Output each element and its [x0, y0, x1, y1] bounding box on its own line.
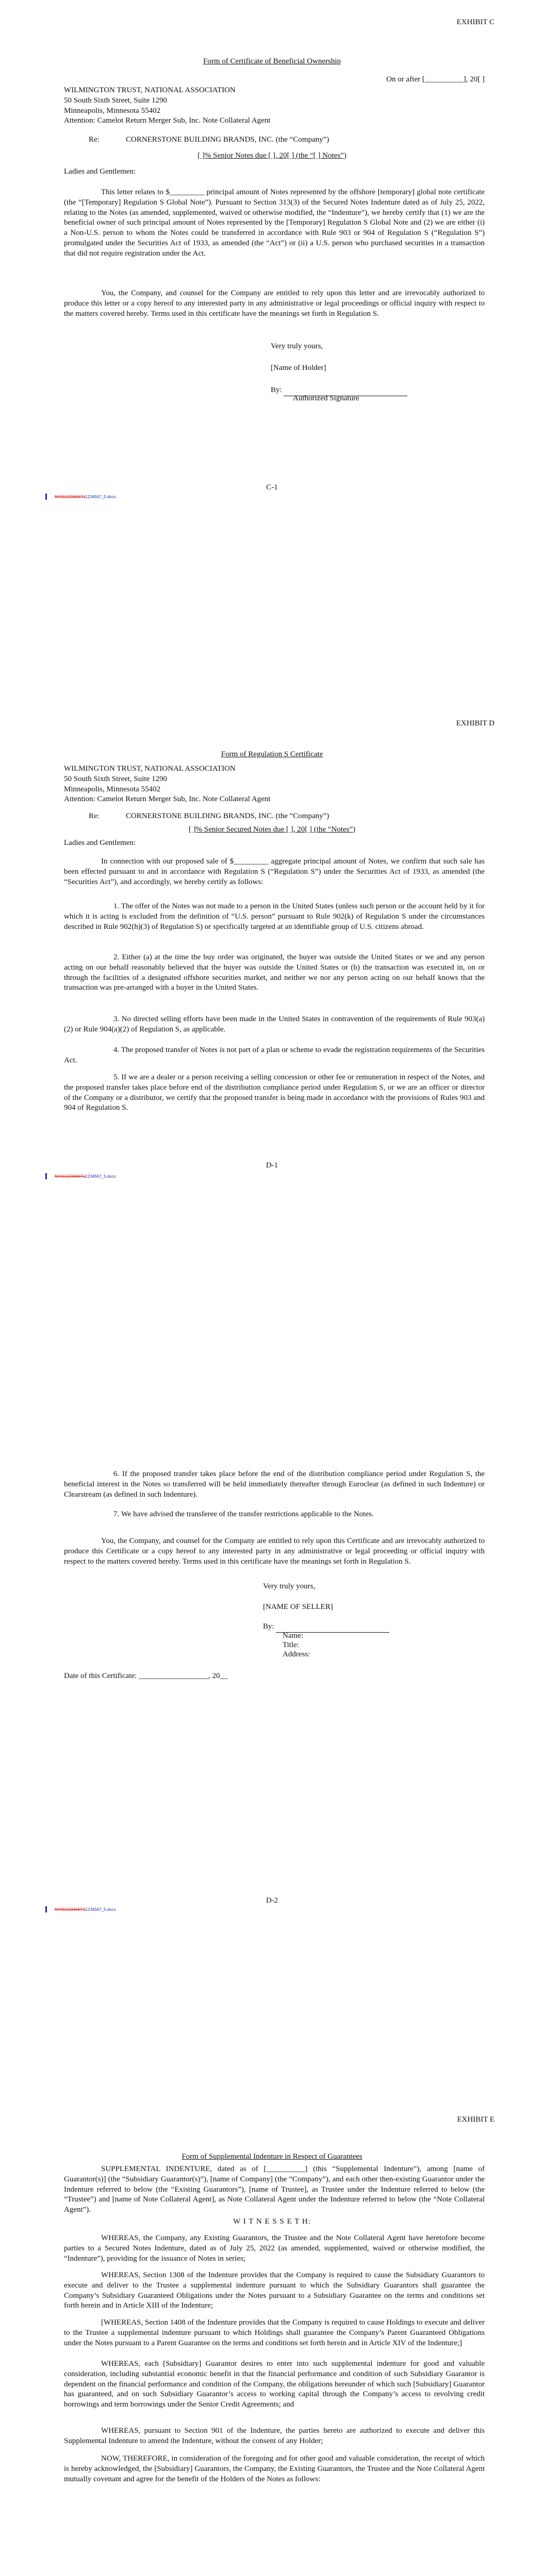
exhibit-label: EXHIBIT D	[456, 719, 494, 727]
exhibit-label: EXHIBIT C	[456, 18, 494, 26]
cert-item: 5. If we are a dealer or a person receiving a selling concession or other fee or remuneration in respect of the Notes, and the proposed transfer takes place before end of the distribution compliance period under Regulation S, or we are an officer or director of the Company or a distributor, we certify that the proposed transfer is being made in accordance with the provisions of Rules 903 and 904 of Regulation S.	[64, 1073, 485, 1112]
notes-line: [ ]% Senior Notes due [ ], 20[ ] (the “[ ] Notes”)	[197, 151, 347, 160]
page-number: D-1	[266, 1161, 278, 1170]
seller-name: [NAME OF SELLER]	[263, 1603, 333, 1611]
document-id: NY01\1234567\11234567_5.docx	[55, 1174, 116, 1179]
cert-item: 7. We have advised the transferee of the transfer restrictions applicable to the Notes.	[113, 1510, 374, 1518]
page-exhibit-c	[0, 0, 544, 703]
document-id: NY01\1234567\11234567_5.docx	[55, 1907, 116, 1912]
signature-by: By:	[263, 1622, 480, 1633]
recital: [WHEREAS, Section 1408 of the Indenture provides that the Company is required to cause Holdings to execute and deliver to the Trustee a supplemental indenture pursuant to which Holdings shall guarantee the Company’s Parent Guaranteed Obligations under the Notes pursuant to a Parent Guarantee on the terms and conditions set forth herein and in Article XIV of the Indenture;]	[64, 2318, 485, 2347]
cert-item: 4. The proposed transfer of Notes is not part of a plan or scheme to evade the registration requirements of the Securities Act.	[64, 1046, 485, 1064]
exhibit-label: EXHIBIT E	[457, 2115, 494, 2124]
date-line: On or after [__________], 20[ ]	[386, 75, 485, 83]
salutation: Ladies and Gentlemen:	[64, 839, 136, 847]
witnesseth-heading: W I T N E S S E T H:	[233, 2217, 311, 2226]
cert-item: 3. No directed selling efforts have been made in the United States in contravention of the requirements of Rule 903(a)(2) or Rule 904(a)(2) of Regulation S, as applicable.	[64, 1015, 485, 1033]
recital: WHEREAS, the Company, any Existing Guarantors, the Trustee and the Note Collateral Agent have heretofore become parties to a Secured Notes Indenture, dated as of July 25, 2022 (as amended, supplemented, waived or otherwise modified, the “Indenture”), providing for the issuance of Notes in series;	[64, 2234, 485, 2263]
cert-item: 6. If the proposed transfer takes place before the end of the distribution compliance period under Regulation S, the beneficial interest in the Notes so transferred will be held immediately thereafter through Euroclear (as defined in such Indenture) or Clearstream (as defined in such Indenture).	[64, 1470, 485, 1499]
address-block: WILMINGTON TRUST, NATIONAL ASSOCIATION 50 South Sixth Street, Suite 1290 Minneapolis, Minnesota 55402 Attention: Camelot Return Merger Sub, Inc. Note Collateral Agent	[64, 86, 271, 125]
page-exhibit-d	[0, 703, 544, 1406]
cert-item: 2. Either (a) at the time the buy order was originated, the buyer was outside the United States or we and any person acting on our behalf reasonably believed that the buyer was outside the United States or (b) the transaction was executed in, on or through the facilities of a designated offshore securities market, and neither we nor any person acting on our behalf knows that the transaction was pre-arranged with a buyer in the United States.	[64, 953, 485, 992]
page-number: D-2	[266, 1896, 278, 1905]
address-block: WILMINGTON TRUST, NATIONAL ASSOCIATION 50 South Sixth Street, Suite 1290 Minneapolis, Minnesota 55402 Attention: Camelot Return Merger Sub, Inc. Note Collateral Agent	[64, 765, 271, 804]
page-title: Form of Certificate of Beneficial Ownership	[203, 57, 341, 65]
recital: WHEREAS, each [Subsidiary] Guarantor desires to enter into such supplemental indenture for good and valuable consideration, including substantial economic benefit in that the financial performance and condition of such Subsidiary Guarantor is dependent on the financial performance and condition of the Company, the obligations hereunder of which such [Subsidiary] Guarantor has guaranteed, and on such Subsidiary Guarantor’s access to working capital through the Company’s access to revolving credit borrowings and term borrowings under the Senior Credit Agreements; and	[64, 2360, 485, 2409]
re-line: Re: CORNERSTONE BUILDING BRANDS, INC. (the “Company”)	[89, 135, 329, 144]
change-bar	[45, 1173, 47, 1179]
body-paragraph: You, the Company, and counsel for the Company are entitled to rely upon this Certificate and are irrevocably authorized to produce this Certificate or a copy hereof to any interested party in any administrative or legal proceeding or official inquiry with respect to the matters covered hereby. Terms used in this certificate have the meanings set forth in Regulation S.	[64, 1537, 485, 1566]
intro-paragraph: In connection with our proposed sale of $_________ aggregate principal amount of Notes, we confirm that such sale has been effected pursuant to and in accordance with Regulation S (“Regulation S”) under the Securities Act of 1933, as amended (the “Securities Act”), and accordingly, we hereby certify as follows:	[64, 857, 485, 886]
notes-line: [ ]% Senior Secured Notes due [ ], 20[ ] (the “Notes”)	[188, 825, 356, 834]
closing: Very truly yours,	[263, 1582, 316, 1590]
signer-title: Title:	[283, 1641, 299, 1649]
change-bar	[45, 1906, 47, 1912]
opening-paragraph: SUPPLEMENTAL INDENTURE, dated as of [__________] (this “Supplemental Indenture”), among [name of Guarantor(s)] (the “Subsidiary Guarantor(s)”), [name of Company] (the “Company”), and each other then-existing Guarantor under the Indenture referred to below (the “Existing Guarantors”), [name of Trustee], as Trustee under the Indenture referred to below (the “Trustee”) and [name of Note Collateral Agent], as Note Collateral Agent under the Indenture referred to below (the “Note Collateral Agent”).	[64, 2165, 485, 2214]
recital: WHEREAS, Section 1308 of the Indenture provides that the Company is required to cause the Subsidiary Guarantors to execute and deliver to the Trustee a supplemental indenture pursuant to which the Subsidiary Guarantors shall guarantee the Company’s Subsidiary Guaranteed Obligations under the Notes pursuant to a Subsidiary Guarantee on the terms and conditions set forth herein and in Article XIII of the Indenture;	[64, 2271, 485, 2310]
signer-address: Address:	[283, 1650, 310, 1658]
signer-name: Name:	[283, 1632, 303, 1640]
cert-item: 1. The offer of the Notes was not made to a person in the United States (unless such person or the account held by it for which it is acting is excluded from the definition of “U.S. person” pursuant to Rule 902(k) of Regulation S under the circumstances described in Rule 902(h)(3) of Regulation S) or specifically targeted at an identifiable group of U.S. citizens abroad.	[64, 902, 485, 931]
page-title: Form of Regulation S Certificate	[221, 750, 323, 758]
change-bar	[45, 494, 47, 500]
certificate-date: Date of this Certificate: __________________, 20__	[64, 1672, 228, 1680]
body-paragraph: This letter relates to $_________ principal amount of Notes represented by the offshore [temporary] global note certificate (the “[Temporary] Regulation S Global Note”). Pursuant to Section 313(3) of the Secured Notes Indenture dated as of July 25, 2022, relating to the Notes (as amended, supplemented, waived or otherwise modified, the “Indenture”), we hereby certify that (1) we are the beneficial owner of such principal amount of Notes represented by the [Temporary] Regulation S Global Note and (2) we are either (i) a Non-U.S. person to whom the Notes could be transferred in accordance with Rule 903 or 904 of Regulation S (“Regulation S”) promulgated under the Securities Act of 1933, as amended (the “Act”) or (ii) a U.S. person who purchased securities in a transaction that did not require registration under the Act.	[64, 188, 485, 258]
authorized-signature: Authorized Signature	[293, 394, 359, 402]
re-line: Re: CORNERSTONE BUILDING BRANDS, INC. (the “Company”)	[89, 812, 329, 820]
holder-name: [Name of Holder]	[271, 364, 326, 372]
body-paragraph: You, the Company, and counsel for the Company are entitled to rely upon this letter and are irrevocably authorized to produce this letter or a copy hereof to any interested party in any administrative or legal proceedings or official inquiry with respect to the matters covered hereby. Terms used in this certificate have the meanings set forth in Regulation S.	[64, 289, 485, 318]
page-exhibit-d-2	[0, 1406, 544, 2110]
salutation: Ladies and Gentlemen:	[64, 167, 136, 176]
closing: Very truly yours,	[271, 342, 323, 350]
page-exhibit-e	[0, 2110, 544, 2576]
recital: NOW, THEREFORE, in consideration of the foregoing and for other good and valuable consideration, the receipt of which is hereby acknowledged, the [Subsidiary] Guarantors, the Company, the Existing Guarantors, the Trustee and the Note Collateral Agent mutually covenant and agree for the benefit of the Holders of the Notes as follows:	[64, 2454, 485, 2483]
document-id: NY01\1234567\11234567_5.docx	[55, 495, 116, 499]
page-number: C-1	[266, 483, 278, 492]
signature-by: By:	[271, 385, 487, 396]
page-title: Form of Supplemental Indenture in Respect of Guarantees	[182, 2153, 362, 2161]
recital: WHEREAS, pursuant to Section 901 of the Indenture, the parties hereto are authorized to execute and deliver this Supplemental Indenture to amend the Indenture, without the consent of any Holder;	[64, 2427, 485, 2445]
